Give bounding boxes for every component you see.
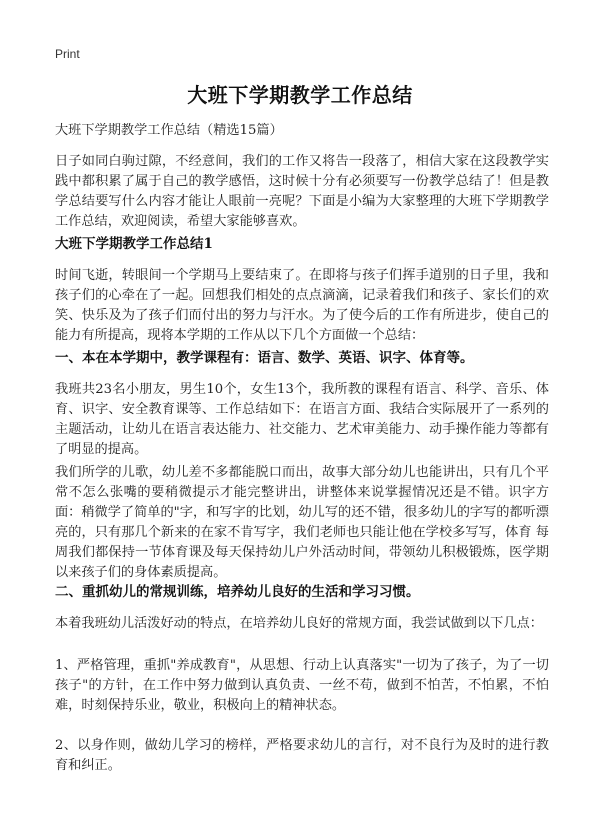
point1-heading: 一、本在本学期中，教学课程有：语言、数学、英语、识字、体育等。 <box>55 350 474 366</box>
point2-heading: 二、重抓幼儿的常规训练，培养幼儿良好的生活和学习习惯。 <box>55 584 420 600</box>
section-intro-paragraph: 时间飞逝，转眼间一个学期马上要结束了。在即将与孩子们挥手道别的日子里，我和孩子们的心牵在了一起。回想我们相处的点点滴滴，记录着我们和孩子、家长们的欢笑、快乐及为了孩子们而付出的努力与汗水。为了使今后的工作有所进步，使自己的能力有所提高，现将本学期的工作从以下几个方面做一个总结： <box>55 268 549 343</box>
point2-item-2: 2、以身作则，做幼儿学习的榜样，严格要求幼儿的言行，对不良行为及时的进行教育和纠正。 <box>55 738 549 773</box>
point2-paragraph-1: 本着我班幼儿活泼好动的特点，在培养幼儿良好的常规方面，我尝试做到以下几点： <box>55 616 543 631</box>
print-label: Print <box>55 47 80 61</box>
point1-paragraph-1: 我班共23名小朋友，男生10个，女生13个，我所教的课程有语言、科学、音乐、体育、识字、安全教育课等、工作总结如下：在语言方面、我结合实际展开了一系列的主题活动，让幼儿在语言表达能力、社交能力、艺术审美能力、动手操作能力等都有了明显的提高。 <box>55 382 549 457</box>
point1-paragraph-2: 我们所学的儿歌，幼儿差不多都能脱口而出，故事大部分幼儿也能讲出，只有几个平常不怎么张嘴的要稍微提示才能完整讲出，讲整体来说掌握情况还是不错。识字方面：稍微学了简单的"字，和写字的比划，幼儿写的还不错，很多幼儿的字写的都听漂亮的，只有那几个新来的在家不肯写字，我们老师也只能让他在学校多写写，体育 每周我们都保持一节体育课及每天保持幼儿户外活动时间，带领幼儿积极锻炼，医学期以来孩子们的身体素质提高。 <box>55 465 549 580</box>
page-title: 大班下学期教学工作总结 <box>187 83 413 107</box>
point2-item-1: 1、严格管理，重抓"养成教育"，从思想、行动上认真落实"一切为了孩子，为了一切孩子"的方针，在工作中努力做到认真负责、一丝不苟，做到不怕苦，不怕累，不怕难，时刻保持乐业，敬业，积极向上的精神状态。 <box>55 658 549 713</box>
subtitle: 大班下学期教学工作总结（精选15篇） <box>55 123 283 138</box>
section-heading: 大班下学期教学工作总结1 <box>55 236 213 252</box>
intro-paragraph: 日子如同白驹过隙，不经意间，我们的工作又将告一段落了，相信大家在这段教学实践中都积累了属于自己的教学感悟，这时候十分有必须要写一份教学总结了！但是教学总结要写什么内容才能让人眼前一亮呢？下面是小编为大家整理的大班下学期教学工作总结，欢迎阅读，希望大家能够喜欢。 <box>55 154 549 229</box>
